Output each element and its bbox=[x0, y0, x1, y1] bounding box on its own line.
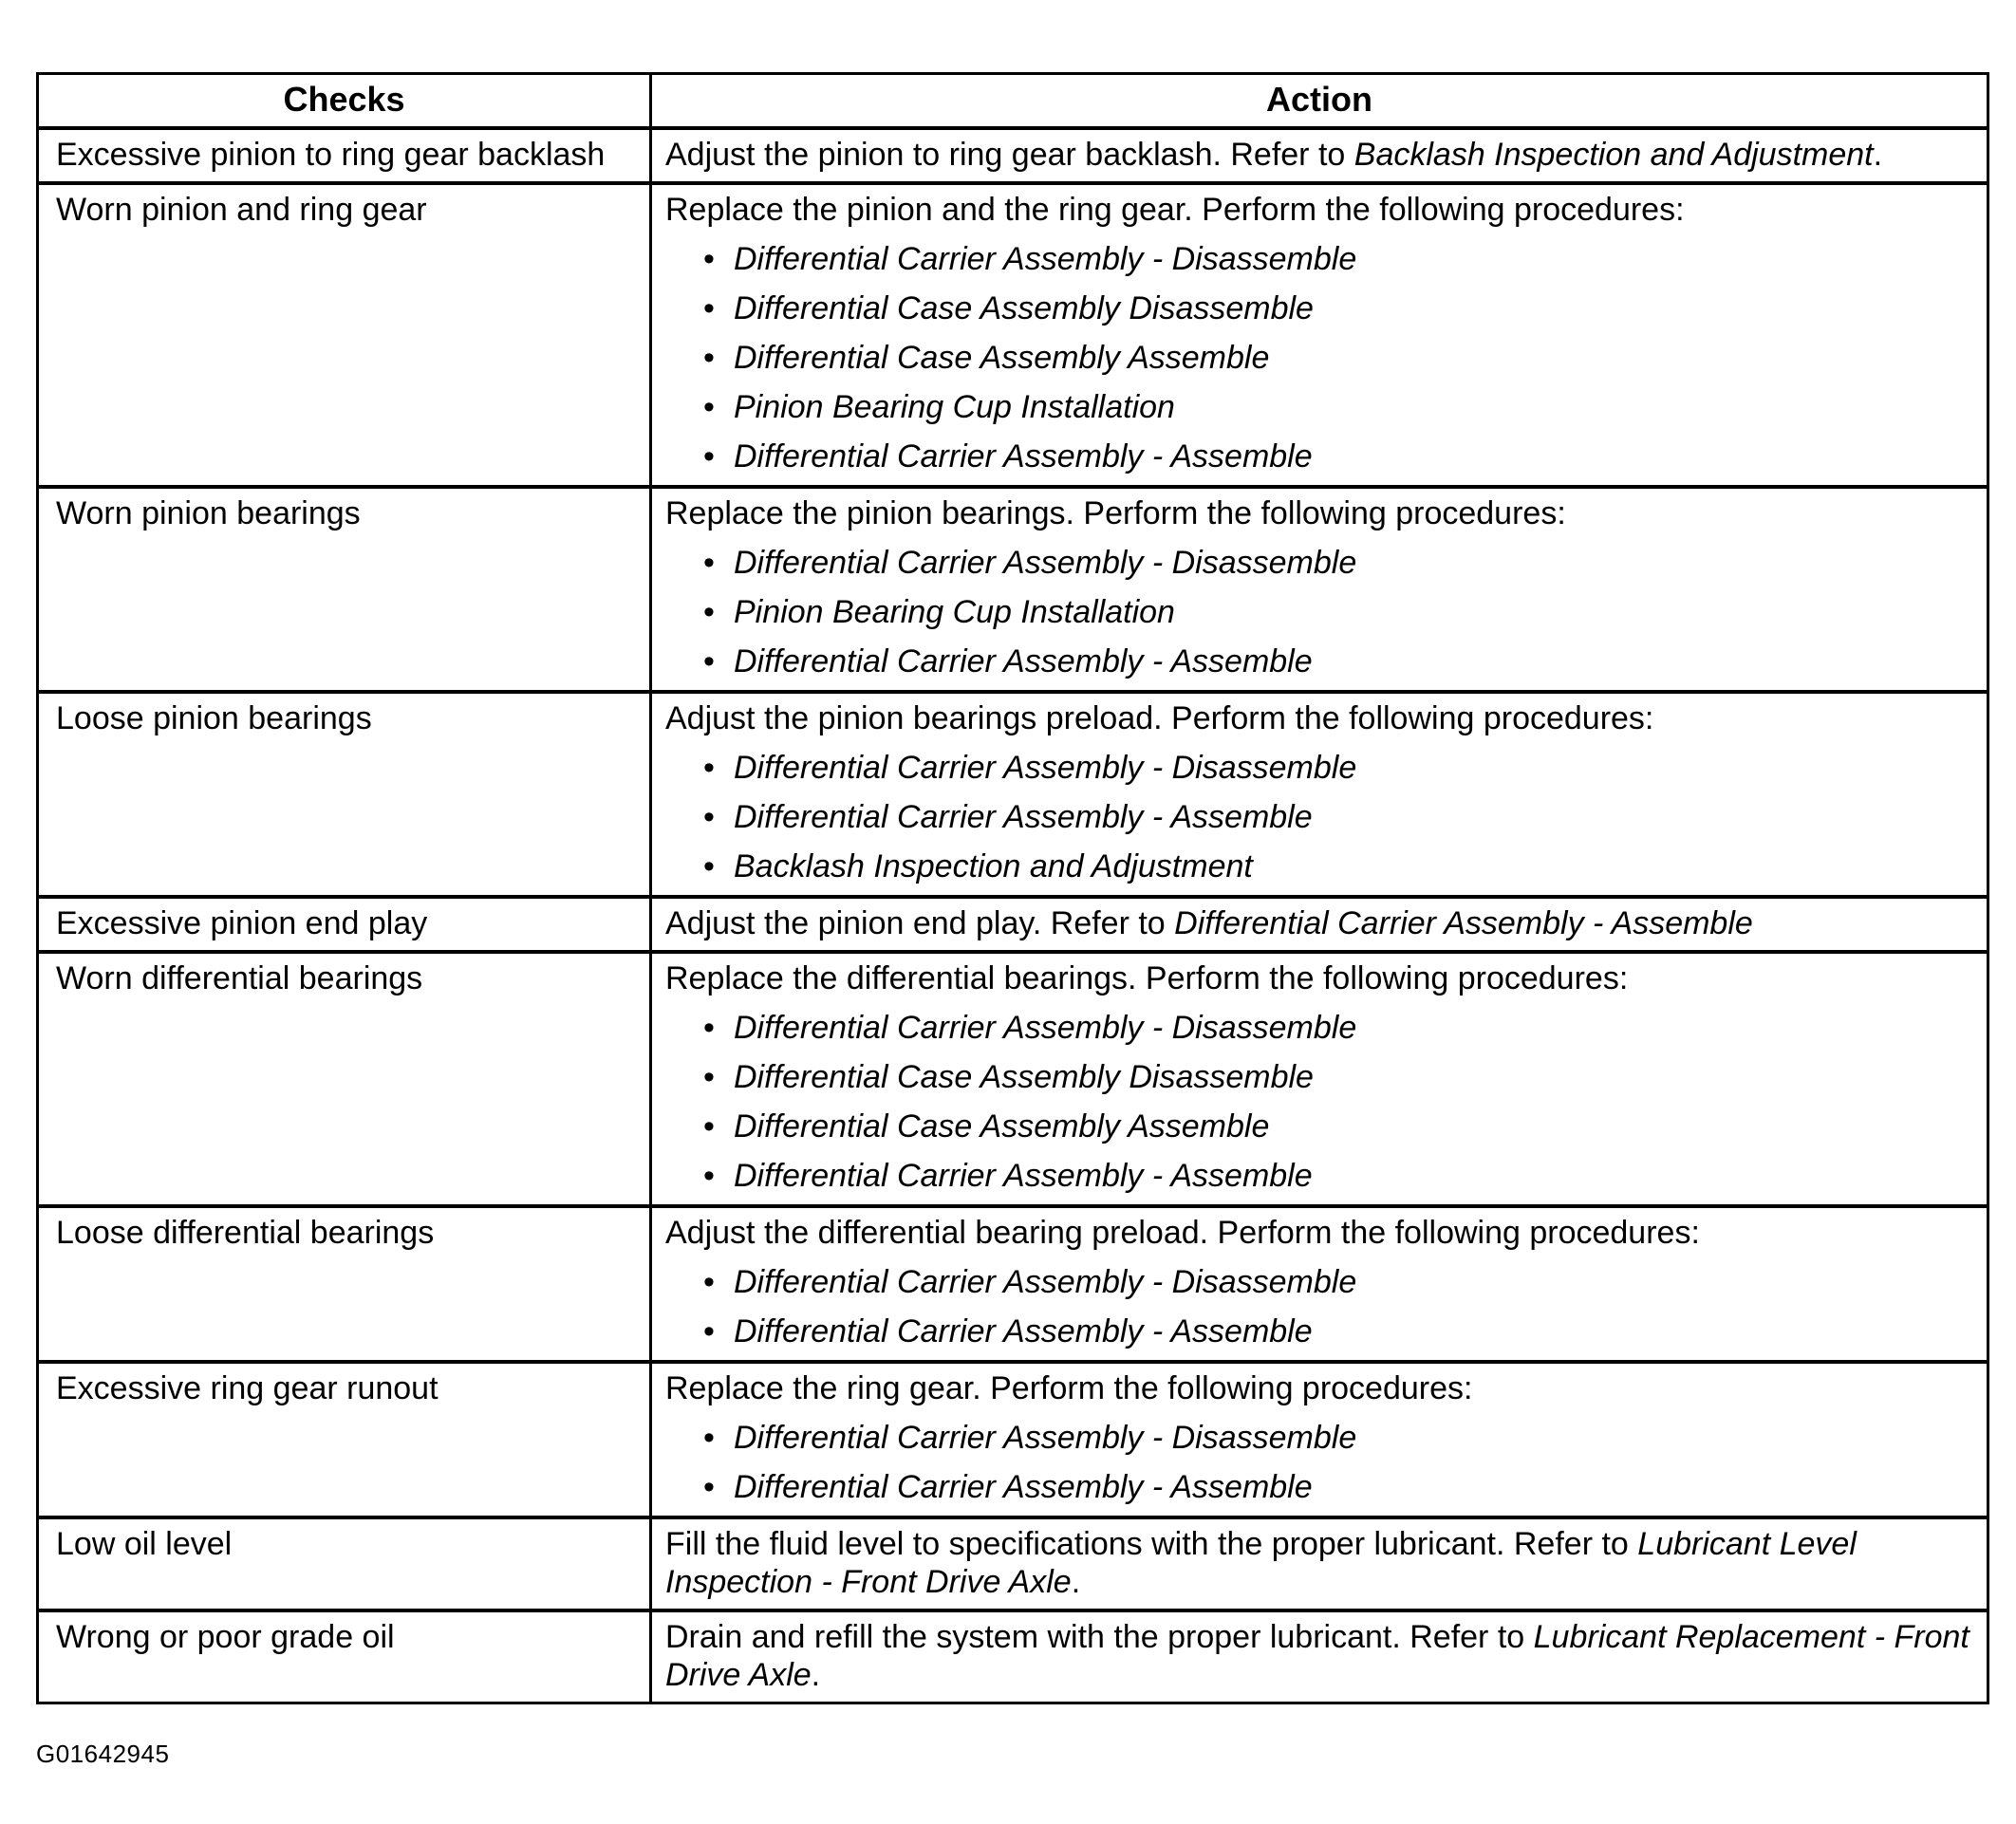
table-row bbox=[38, 1610, 1988, 1703]
list-item bbox=[703, 1263, 1973, 1301]
list-item bbox=[703, 1009, 1973, 1047]
procedure-list bbox=[665, 1009, 1973, 1195]
bullet-icon: • bbox=[703, 1264, 715, 1300]
check-text: Excessive pinion to ring gear backlash bbox=[56, 137, 606, 173]
list-item bbox=[703, 240, 1973, 278]
table-row bbox=[38, 1206, 1988, 1362]
procedure-name: Differential Carrier Assembly - Assemble bbox=[734, 1469, 1313, 1505]
check-text: Worn differential bearings bbox=[56, 960, 423, 996]
list-item bbox=[703, 847, 1973, 885]
list-item bbox=[703, 798, 1973, 836]
bullet-icon: • bbox=[703, 1313, 715, 1349]
action-instruction: Replace the differential bearings. Perform the following procedures: bbox=[665, 960, 1629, 996]
procedure-name: Differential Carrier Assembly - Disassemble bbox=[734, 1010, 1357, 1046]
bullet-icon: • bbox=[703, 290, 715, 326]
action-text bbox=[665, 904, 1973, 942]
action-cell bbox=[651, 1362, 1988, 1517]
check-text: Excessive pinion end play bbox=[56, 905, 428, 941]
procedure-name: Differential Carrier Assembly - Disassemble bbox=[734, 1264, 1357, 1300]
procedure-list bbox=[665, 1419, 1973, 1506]
check-cell bbox=[38, 1517, 651, 1610]
check-cell bbox=[38, 128, 651, 183]
action-instruction: Fill the fluid level to specifications with the proper lubricant. Refer to bbox=[665, 1526, 1638, 1562]
action-text bbox=[665, 1525, 1973, 1601]
procedure-reference: Differential Carrier Assembly - Assemble bbox=[1174, 905, 1753, 941]
check-cell bbox=[38, 1206, 651, 1362]
column-header-checks: Checks bbox=[38, 74, 651, 129]
list-item bbox=[703, 749, 1973, 787]
action-cell bbox=[651, 952, 1988, 1206]
procedure-list bbox=[665, 1263, 1973, 1350]
procedure-name: Differential Carrier Assembly - Assemble bbox=[734, 438, 1313, 475]
action-text bbox=[665, 699, 1973, 737]
action-tail: . bbox=[1071, 1564, 1081, 1600]
procedure-list bbox=[665, 544, 1973, 680]
check-text: Wrong or poor grade oil bbox=[56, 1619, 395, 1655]
bullet-icon: • bbox=[703, 438, 715, 475]
check-text: Loose pinion bearings bbox=[56, 700, 372, 736]
check-cell bbox=[38, 1610, 651, 1703]
bullet-icon: • bbox=[703, 594, 715, 630]
bullet-icon: • bbox=[703, 848, 715, 884]
procedure-name: Differential Carrier Assembly - Disassemble bbox=[734, 545, 1357, 581]
bullet-icon: • bbox=[703, 389, 715, 425]
bullet-icon: • bbox=[703, 1469, 715, 1505]
procedure-name: Differential Carrier Assembly - Assemble bbox=[734, 1158, 1313, 1194]
list-item bbox=[703, 593, 1973, 631]
bullet-icon: • bbox=[703, 750, 715, 786]
procedure-reference: Lubricant Level Inspection - Front Drive Axle bbox=[665, 1526, 1857, 1600]
bullet-icon: • bbox=[703, 545, 715, 581]
procedure-name: Backlash Inspection and Adjustment bbox=[734, 848, 1253, 884]
action-instruction: Replace the pinion bearings. Perform the following procedures: bbox=[665, 495, 1566, 531]
action-instruction: Replace the ring gear. Perform the following procedures: bbox=[665, 1370, 1473, 1406]
list-item bbox=[703, 1058, 1973, 1096]
check-cell bbox=[38, 897, 651, 952]
list-item bbox=[703, 1419, 1973, 1457]
list-item bbox=[703, 289, 1973, 327]
action-tail: . bbox=[811, 1657, 821, 1693]
list-item bbox=[703, 1157, 1973, 1195]
check-cell bbox=[38, 183, 651, 487]
action-instruction: Adjust the pinion to ring gear backlash. Refer to bbox=[665, 137, 1354, 173]
table-row bbox=[38, 692, 1988, 897]
list-item bbox=[703, 437, 1973, 475]
table-row bbox=[38, 1517, 1988, 1610]
procedure-name: Pinion Bearing Cup Installation bbox=[734, 389, 1175, 425]
action-cell bbox=[651, 1206, 1988, 1362]
action-text bbox=[665, 191, 1973, 229]
check-cell bbox=[38, 692, 651, 897]
list-item bbox=[703, 1468, 1973, 1506]
procedure-name: Differential Carrier Assembly - Disassemble bbox=[734, 241, 1357, 277]
bullet-icon: • bbox=[703, 1420, 715, 1456]
action-text bbox=[665, 1369, 1973, 1407]
action-instruction: Adjust the differential bearing preload. Perform the following procedures: bbox=[665, 1215, 1700, 1251]
action-cell bbox=[651, 1610, 1988, 1703]
procedure-name: Differential Carrier Assembly - Disassemble bbox=[734, 750, 1357, 786]
action-instruction: Drain and refill the system with the proper lubricant. Refer to bbox=[665, 1619, 1534, 1655]
action-tail: . bbox=[1873, 137, 1883, 173]
check-cell bbox=[38, 952, 651, 1206]
figure-id: G01642945 bbox=[36, 1740, 170, 1768]
action-cell bbox=[651, 1517, 1988, 1610]
procedure-name: Pinion Bearing Cup Installation bbox=[734, 594, 1175, 630]
action-cell bbox=[651, 897, 1988, 952]
action-cell bbox=[651, 692, 1988, 897]
procedure-name: Differential Carrier Assembly - Disassemble bbox=[734, 1420, 1357, 1456]
procedure-name: Differential Case Assembly Disassemble bbox=[734, 1059, 1314, 1095]
table-row bbox=[38, 1362, 1988, 1517]
procedure-reference: Backlash Inspection and Adjustment bbox=[1353, 137, 1874, 173]
list-item bbox=[703, 1107, 1973, 1145]
action-instruction: Adjust the pinion bearings preload. Perform the following procedures: bbox=[665, 700, 1654, 736]
list-item bbox=[703, 339, 1973, 377]
procedure-name: Differential Carrier Assembly - Assemble bbox=[734, 799, 1313, 835]
procedure-name: Differential Carrier Assembly - Assemble bbox=[734, 643, 1313, 679]
list-item bbox=[703, 388, 1973, 426]
check-cell bbox=[38, 1362, 651, 1517]
procedure-name: Differential Case Assembly Assemble bbox=[734, 1108, 1270, 1145]
list-item bbox=[703, 642, 1973, 680]
table-row bbox=[38, 183, 1988, 487]
header-row bbox=[38, 74, 1988, 129]
check-cell bbox=[38, 487, 651, 692]
table-body bbox=[38, 128, 1988, 1703]
action-instruction: Adjust the pinion end play. Refer to bbox=[665, 905, 1175, 941]
procedure-name: Differential Case Assembly Assemble bbox=[734, 340, 1270, 376]
procedure-list bbox=[665, 240, 1973, 475]
action-cell bbox=[651, 183, 1988, 487]
action-text bbox=[665, 959, 1973, 997]
column-header-action: Action bbox=[651, 74, 1988, 129]
bullet-icon: • bbox=[703, 1059, 715, 1095]
bullet-icon: • bbox=[703, 241, 715, 277]
bullet-icon: • bbox=[703, 340, 715, 376]
procedure-reference: Lubricant Replacement - Front Drive Axle bbox=[665, 1619, 1969, 1693]
bullet-icon: • bbox=[703, 799, 715, 835]
check-text: Excessive ring gear runout bbox=[56, 1370, 439, 1406]
table-header bbox=[38, 74, 1988, 129]
bullet-icon: • bbox=[703, 1010, 715, 1046]
action-text bbox=[665, 136, 1973, 174]
check-text: Loose differential bearings bbox=[56, 1215, 435, 1251]
action-cell bbox=[651, 487, 1988, 692]
bullet-icon: • bbox=[703, 1158, 715, 1194]
check-text: Low oil level bbox=[56, 1526, 233, 1562]
bullet-icon: • bbox=[703, 1108, 715, 1145]
table-row bbox=[38, 897, 1988, 952]
table-row bbox=[38, 487, 1988, 692]
document-sheet bbox=[36, 72, 1987, 1704]
bullet-icon: • bbox=[703, 643, 715, 679]
procedure-name: Differential Case Assembly Disassemble bbox=[734, 290, 1314, 326]
action-text bbox=[665, 1214, 1973, 1252]
action-text bbox=[665, 494, 1973, 532]
action-instruction: Replace the pinion and the ring gear. Perform the following procedures: bbox=[665, 192, 1685, 228]
list-item bbox=[703, 1312, 1973, 1350]
table-row bbox=[38, 952, 1988, 1206]
table-row bbox=[38, 128, 1988, 183]
procedure-list bbox=[665, 749, 1973, 885]
action-text bbox=[665, 1618, 1973, 1694]
action-cell bbox=[651, 128, 1988, 183]
check-text: Worn pinion and ring gear bbox=[56, 192, 427, 228]
list-item bbox=[703, 544, 1973, 582]
check-text: Worn pinion bearings bbox=[56, 495, 361, 531]
procedure-name: Differential Carrier Assembly - Assemble bbox=[734, 1313, 1313, 1349]
diagnostic-table bbox=[36, 72, 1989, 1704]
